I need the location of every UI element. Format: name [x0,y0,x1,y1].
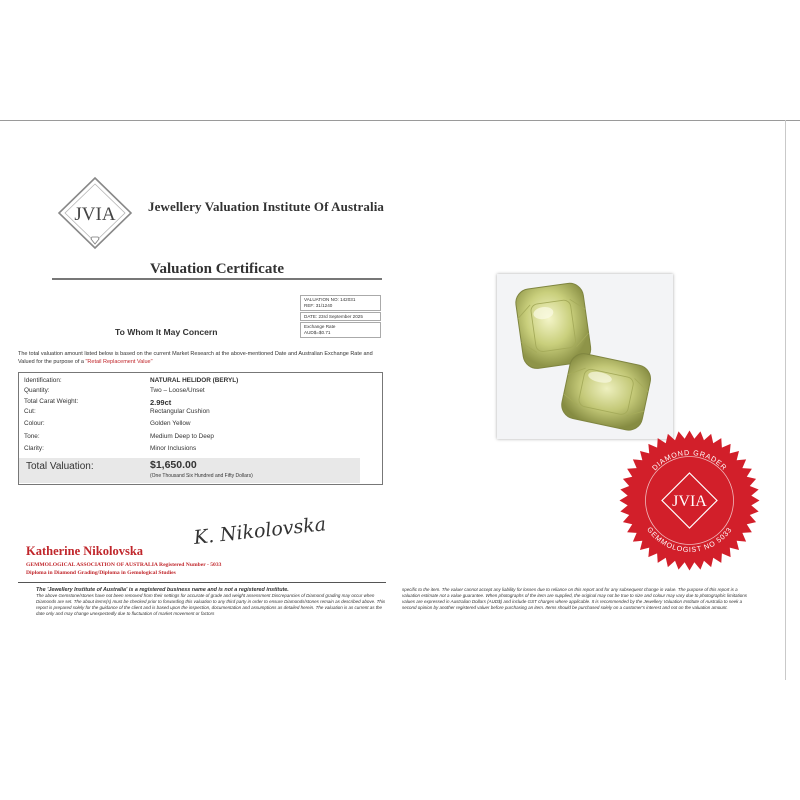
row-value: Minor Inclusions [150,445,197,452]
affiliation-line-2: Diploma in Diamond Grading/Diploma in Gemological Studies [26,570,176,576]
row-label: Total Carat Weight: [24,398,79,405]
row-label: Cut: [24,408,36,415]
intro-paragraph [18,351,388,366]
row-label: Tone: [24,433,40,440]
signer-affiliation [26,561,221,577]
row-value: Medium Deep to Deep [150,433,214,440]
gemstone-image [497,274,673,439]
salutation: To Whom It May Concern [115,327,218,337]
signer-name: Katherine Nikolovska [26,544,144,558]
diamond-grader-seal [618,429,761,572]
gemstone-photo [497,274,673,439]
disclaimer-lead: The 'Jewellery Institute of Australia' is a registered business name and is not a registered institute. [36,587,289,593]
reference-box [300,295,381,339]
reference-cell [300,295,381,311]
total-label: Total Valuation: [26,461,94,472]
page-right-edge [785,120,786,680]
row-value: Golden Yellow [150,420,191,427]
organization-name: Jewellery Valuation Institute Of Australia [148,199,385,214]
disclaimer-right-column: specific to the item. The valuer cannot accept any liability for losses due to reliance on this report and for any subsequent change in value. The purpose of this report is a valuation estimate not a value guarantee. When photographs of the item are supplied, the original may not be true to size and colour may vary due to photographic limitations values are expressed in Australian Dollars (AUD$) and include GST charges where applicable. It is recommended by the Jewellery Valuation Institute of Australia to seek a second opinion by another registered valuer before purchasing an item. Items should be purchased solely on a customer's interest and not on the valuation amount. [402,587,747,611]
row-label: Colour: [24,420,45,427]
row-value: NATURAL HELIDOR (BERYL) [150,377,239,384]
reference-number: REF: 31/1240 [304,302,333,308]
title-underline [52,278,382,280]
intro-highlight: "Retail Replacement Value" [85,358,153,365]
gem-2 [559,351,653,433]
total-value: $1,650.00 [150,459,197,471]
date-cell [300,312,381,322]
exchange-rate-label: Exchange Rate [304,324,336,330]
seal-top-text: DIAMOND GRADER [649,447,730,473]
affiliation-line-1: GEMMOLOGICAL ASSOCIATION OF AUSTRALIA Registered Number - 5033 [26,562,222,568]
row-value: Rectangular Cushion [150,408,210,415]
disclaimer-left-text: The above Gemstone/stones have not been removed from their settings for accurate of grade and weight assessment Discrepancies of Diamond grading may occur when Diamonds are set. The about items(s) must be checked prior to forwarding this valuation to any third party in order to ensure Diamonds/stones remain as described above. This report is prepared solely for the guidance of the client and is based upon the inspection, documentation and assumptions as detailed herein. The valuation is as current as the date only and may change unexpectedly due to fluctuation of market movement or factors [36,593,386,617]
row-value: Two – Loose/Unset [150,387,205,394]
jvia-logo [55,175,135,250]
seal-bottom-text: GEMMOLOGIST NO 5033 [645,525,734,555]
row-value: 2.99ct [150,398,172,407]
total-in-words: (One Thousand Six Hundred and Fifty Dollars) [150,473,253,479]
exchange-rate-value: AUD$=$0.71 [304,330,331,336]
handwritten-signature: K. Nikolovska [192,513,328,549]
document-title: Valuation Certificate [149,261,284,277]
seal-center-text: JVIA [672,493,707,510]
intro-text: The total valuation amount listed below is based on the current Market Research at the above-mentioned Date and Australian Exchange Rate and Valued for the purpose of a [18,351,373,365]
logo-text: JVIA [74,204,116,225]
details-table [18,372,383,485]
valuation-date: DATE: 23rd September 2025 [304,313,363,319]
valuation-number: VALUATION NO: 142031 [304,297,356,302]
disclaimer-left-column [36,587,386,617]
signature-rule [18,582,386,583]
row-label: Identification: [24,377,62,384]
row-label: Quantity: [24,387,50,394]
exchange-cell [300,322,381,338]
row-label: Clarity: [24,445,44,452]
